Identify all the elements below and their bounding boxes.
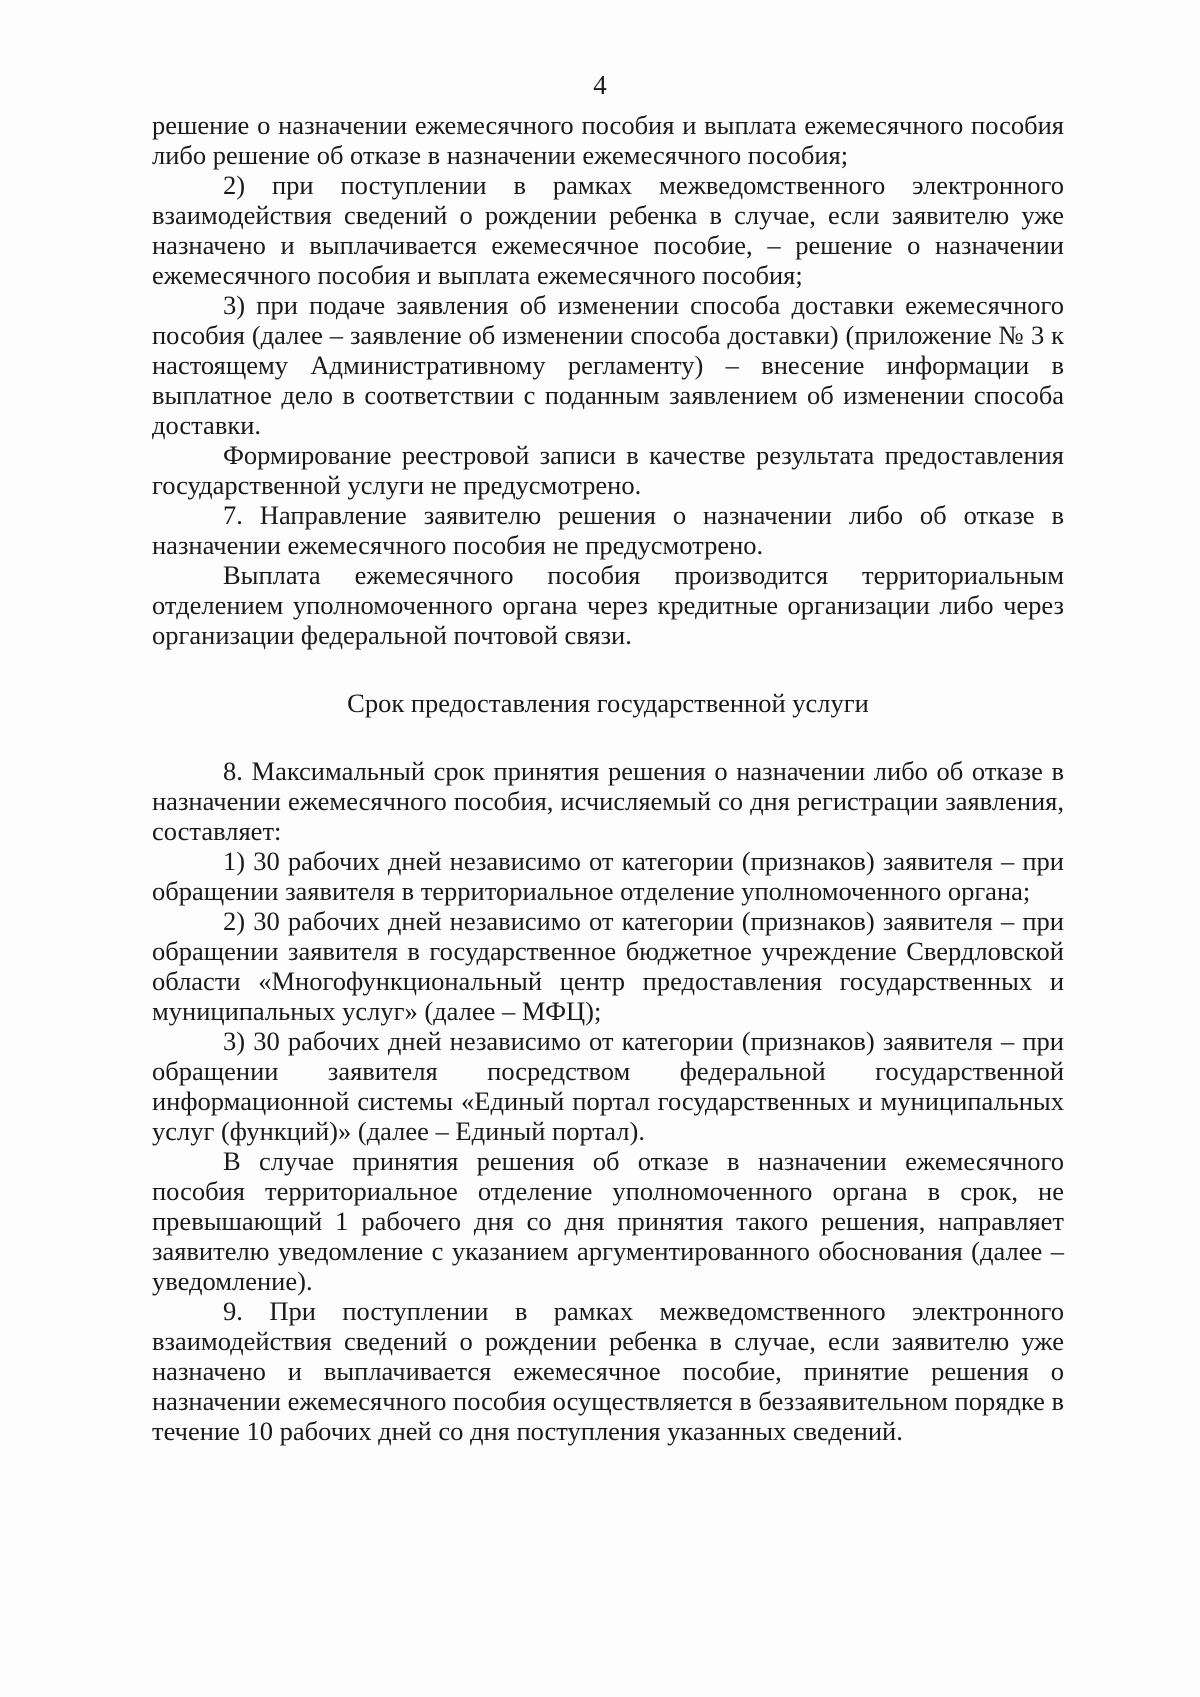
paragraph-item-3: 3) при подаче заявления об изменении способа доставки ежемесячного пособия (далее – заявление об изменении способа доставки) (приложение № 3 к настоящему Административному регламенту) – внесение информации в выплатное дело в соответствии с поданным заявлением об изменении способа доставки.	[152, 290, 1064, 440]
paragraph-term-2: 2) 30 рабочих дней независимо от категории (признаков) заявителя – при обращении заявителя в государственное бюджетное учреждение Свердловской области «Многофункциональный центр предоставления государственных и муниципальных услуг» (далее – МФЦ);	[152, 906, 1064, 1026]
section-heading: Срок предоставления государственной услуги	[347, 688, 869, 718]
paragraph-result-cont: решение о назначении ежемесячного пособия и выплата ежемесячного пособия либо решение об отказе в назначении ежемесячного пособия;	[152, 110, 1064, 170]
paragraph-term-3: 3) 30 рабочих дней независимо от категории (признаков) заявителя – при обращении заявителя посредством федеральной государственной информационной системы «Единый портал государственных и муниципальных услуг (функций)» (далее – Единый портал).	[152, 1026, 1064, 1146]
document-body	[152, 110, 1064, 1446]
paragraph-payment: Выплата ежемесячного пособия производится территориальным отделением уполномоченного органа через кредитные организации либо через организации федеральной почтовой связи.	[152, 560, 1064, 650]
paragraph-section-7: 7. Направление заявителю решения о назначении либо об отказе в назначении ежемесячного пособия не предусмотрено.	[152, 500, 1064, 560]
paragraph-registry: Формирование реестровой записи в качестве результата предоставления государственной услуги не предусмотрено.	[152, 440, 1064, 500]
paragraph-term-1: 1) 30 рабочих дней независимо от категории (признаков) заявителя – при обращении заявителя в территориальное отделение уполномоченного органа;	[152, 846, 1064, 906]
paragraph-section-9: 9. При поступлении в рамках межведомственного электронного взаимодействия сведений о рождении ребенка в случае, если заявителю уже назначено и выплачивается ежемесячное пособие, принятие решения о назначении ежемесячного пособия осуществляется в беззаявительном порядке в течение 10 рабочих дней со дня поступления указанных сведений.	[152, 1296, 1064, 1446]
paragraph-refusal: В случае принятия решения об отказе в назначении ежемесячного пособия территориальное отделение уполномоченного органа в срок, не превышающий 1 рабочего дня со дня принятия такого решения, направляет заявителю уведомление с указанием аргументированного обоснования (далее – уведомление).	[152, 1146, 1064, 1296]
paragraph-section-8: 8. Максимальный срок принятия решения о назначении либо об отказе в назначении ежемесячного пособия, исчисляемый со дня регистрации заявления, составляет:	[152, 756, 1064, 846]
paragraph-item-2: 2) при поступлении в рамках межведомственного электронного взаимодействия сведений о рождении ребенка в случае, если заявителю уже назначено и выплачивается ежемесячное пособие, – решение о назначении ежемесячного пособия и выплата ежемесячного пособия;	[152, 170, 1064, 290]
page-number: 4	[593, 70, 607, 100]
